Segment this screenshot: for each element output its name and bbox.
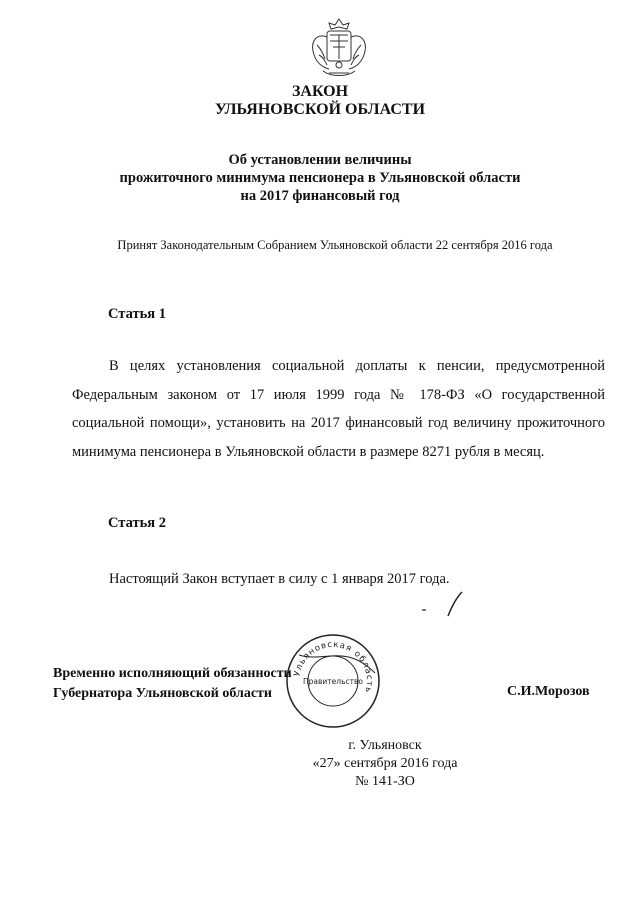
signing-date: «27» сентября 2016 года bbox=[312, 756, 458, 771]
subtitle-line-3: на 2017 финансовый год bbox=[240, 188, 400, 204]
signatory-name: С.И.Морозов bbox=[507, 684, 590, 699]
seal-center-text: Правительство bbox=[303, 677, 363, 686]
signatory-position bbox=[53, 664, 292, 704]
article-2-text: Настоящий Закон вступает в силу с 1 января 2017 года. bbox=[109, 571, 450, 587]
city: г. Ульяновск bbox=[348, 738, 422, 753]
coat-of-arms-emblem bbox=[303, 15, 375, 83]
article-2-heading: Статья 2 bbox=[108, 515, 166, 531]
adoption-note: Принят Законодательным Собранием Ульяновской области 22 сентября 2016 года bbox=[117, 238, 553, 252]
law-number: № 141-ЗО bbox=[355, 774, 415, 789]
official-seal bbox=[285, 633, 381, 729]
signature-mark bbox=[418, 588, 468, 618]
position-line-1: Временно исполняющий обязанности bbox=[53, 666, 292, 681]
article-1-heading: Статья 1 bbox=[108, 306, 166, 322]
seal-ring-text: Ульяновская область bbox=[292, 639, 375, 695]
law-title-block bbox=[0, 83, 640, 119]
subtitle-line-2: прожиточного минимума пенсионера в Ульяновской области bbox=[119, 170, 521, 186]
law-subtitle-block bbox=[0, 151, 640, 205]
subtitle-line-1: Об установлении величины bbox=[228, 152, 412, 168]
law-title: ЗАКОН bbox=[291, 83, 349, 100]
region-name: УЛЬЯНОВСКОЙ ОБЛАСТИ bbox=[214, 101, 426, 118]
position-line-2: Губернатора Ульяновской области bbox=[53, 686, 272, 701]
article-1-text: В целях установления социальной доплаты к пенсии, предусмотренной Федеральным законом от 17 июля 1999 года № 178-ФЗ «О государственной социальной помощи», установить на 2017 финансовый год величину прожиточного минимума пенсионера в Ульяновской области в размере 8271 рубля в месяц. bbox=[72, 358, 605, 460]
svg-text:Ульяновская область bbox=[292, 640, 374, 694]
